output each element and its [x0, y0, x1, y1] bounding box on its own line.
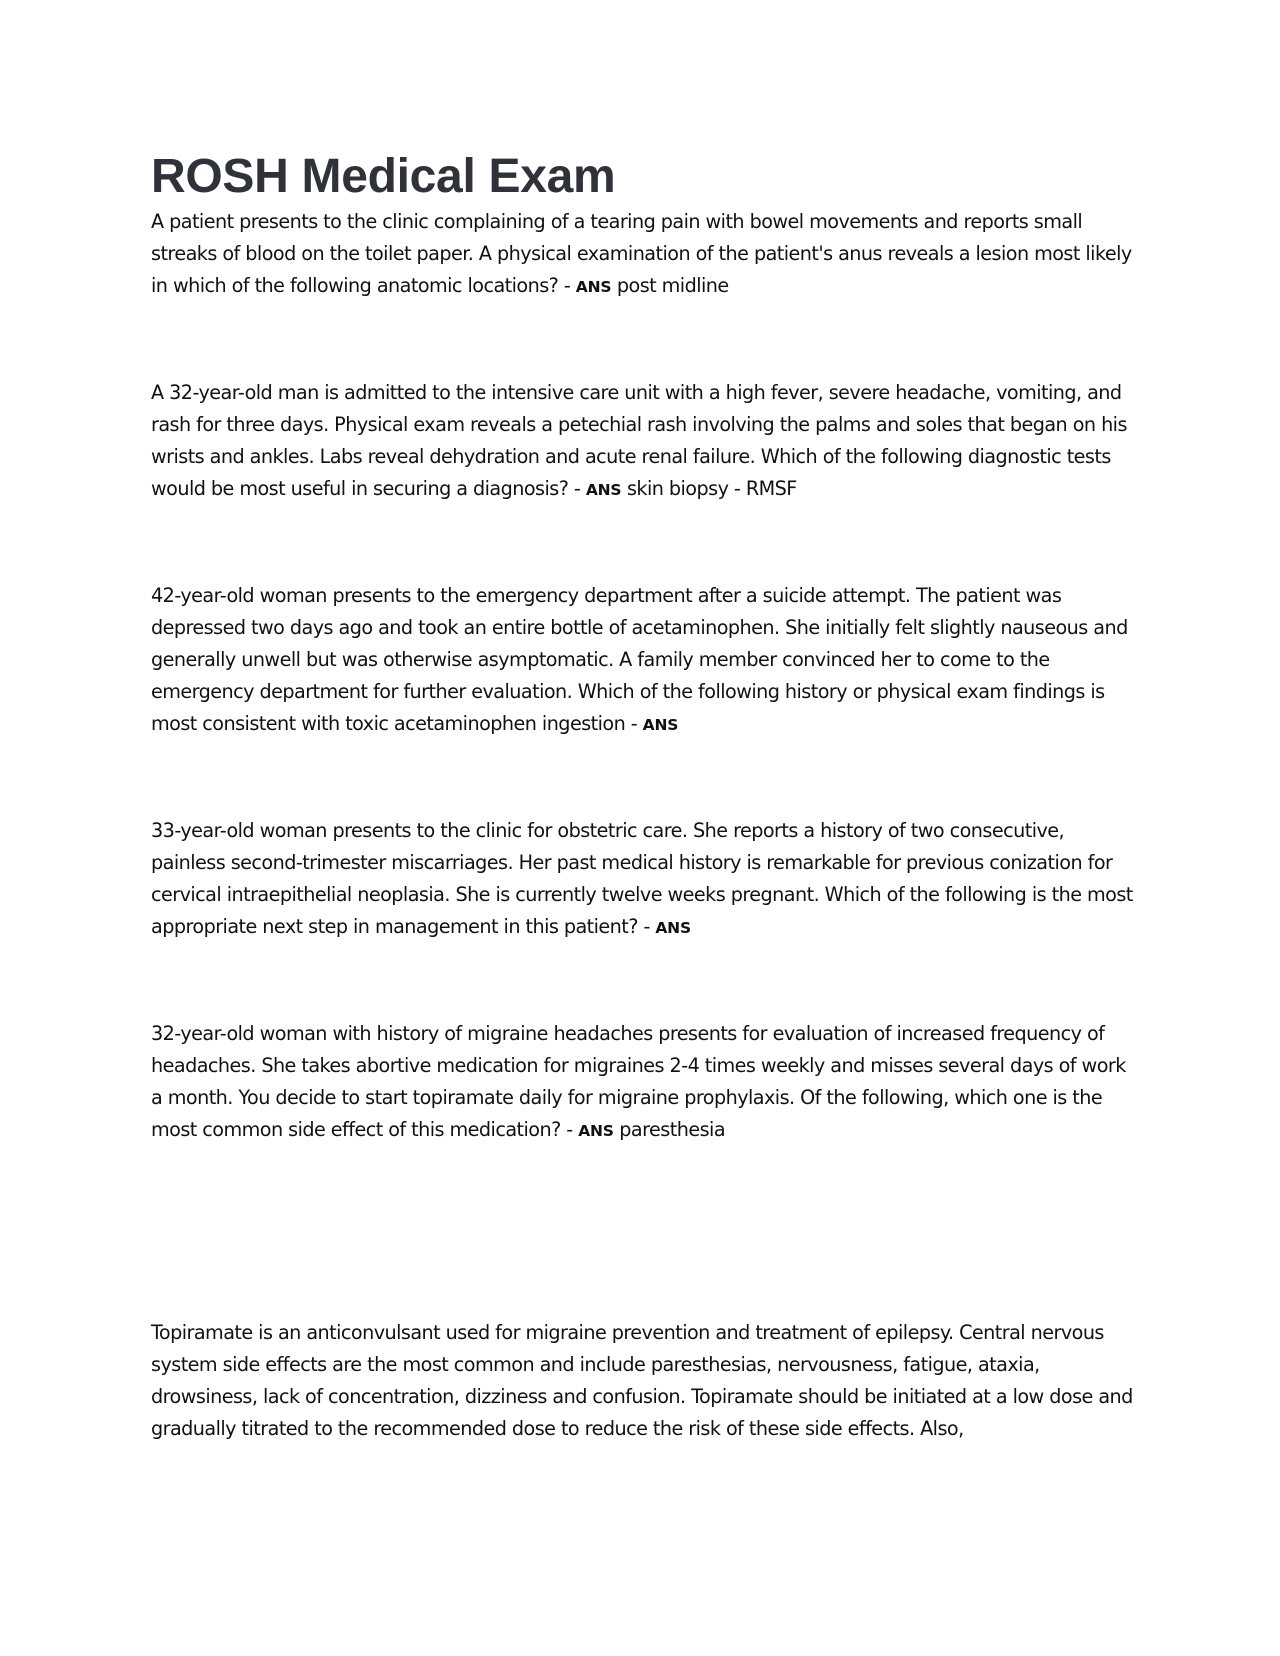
qa-item-2 — [151, 377, 1141, 506]
ans-label: ANS — [642, 716, 679, 734]
question-text: 33-year-old woman presents to the clinic for obstetric care. She reports a history of two consecutive, painless second-trimester miscarriages. Her past medical history is remarkable for previous conization for cervical intraepithelial neoplasia. She is currently twelve weeks pregnant. Which of the following is the most appropriate next step in management in this patient? - — [151, 819, 1133, 938]
ans-label: ANS — [575, 278, 612, 296]
question-text: A patient presents to the clinic complaining of a tearing pain with bowel movements and reports small streaks of blood on the toilet paper. A physical examination of the patient's anus reveals a lesion most likely in which of the following anatomic locations? - — [151, 210, 1132, 297]
qa-item-4 — [151, 815, 1141, 944]
question-text: A 32-year-old man is admitted to the intensive care unit with a high fever, severe headache, vomiting, and rash for three days. Physical exam reveals a petechial rash involving the palms and soles that began on his wrists and ankles. Labs reveal dehydration and acute renal failure. Which of the following diagnostic tests would be most useful in securing a diagnosis? - — [151, 381, 1127, 500]
document-content — [151, 148, 1141, 1445]
answer-text: post midline — [611, 274, 729, 297]
ans-label: ANS — [655, 919, 691, 937]
ans-label: ANS — [578, 1122, 614, 1140]
ans-label: ANS — [585, 481, 622, 499]
document-title: ROSH Medical Exam — [151, 150, 616, 203]
qa-item-5 — [151, 1018, 1141, 1147]
qa-item-1 — [151, 206, 1141, 303]
answer-text: skin biopsy - RMSF — [621, 477, 797, 500]
question-text: 32-year-old woman with history of migraine headaches presents for evaluation of increased frequency of headaches. She takes abortive medication for migraines 2-4 times weekly and misses several days of work a month. You decide to start topiramate daily for migraine prophylaxis. Of the following, which one is the most common side effect of this medication? - — [151, 1022, 1126, 1141]
qa-item-3 — [151, 580, 1141, 741]
question-text: 42-year-old woman presents to the emergency department after a suicide attempt. The patient was depressed two days ago and took an entire bottle of acetaminophen. She initially felt slightly nauseous and generally unwell but was otherwise asymptomatic. A family member convinced her to come to the emergency department for further evaluation. Which of the following history or physical exam findings is most consistent with toxic acetaminophen ingestion - — [151, 584, 1128, 735]
answer-text: paresthesia — [613, 1118, 726, 1141]
explanation-paragraph: Topiramate is an anticonvulsant used for migraine prevention and treatment of epilepsy. Central nervous system side effects are the most common and include paresthesias, nervousness, fatigue, ataxia, drowsiness, lack of concentration, dizziness and confusion. Topiramate should be initiated at a low dose and gradually titrated to the recommended dose to reduce the risk of these side effects. Also, — [151, 1321, 1133, 1440]
